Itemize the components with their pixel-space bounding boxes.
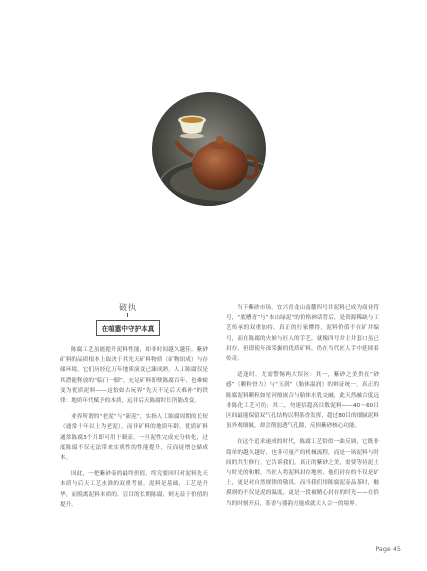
- teapot-illustration: [152, 92, 266, 206]
- right-column: [226, 303, 379, 515]
- paragraph: 当下紫砂市场，宜兴青龙山南麓四号井泥料已成为商业符号，“底槽青”与“本山绿泥”的价格神话背后，是资源稀缺与工艺传承的双重加持。真正的行家懂得，泥料价值不在矿井编号，而在陈腐的火候与匠人的手艺。就像四号井主井套口虽已封存，但即使年深采掘的优质矿料，仍在当代匠人手中延续着传奇。: [226, 305, 379, 363]
- section-title: 在喧嚣中守护本真: [96, 320, 161, 336]
- paragraph: 适逢时，尤需警惕两大误区：其一，紫砂之美贵在“砂感”（颗粒骨力）与“玉润”（胎体温润）的辩证统一，真正的陈腐泥料颗粒如星河般嵌合与胎体水乳交融，此天然融合度远非陈化工艺可仿；其二，勿迷信超高目数泥料——40～60目区间最能保留双气孔结构以利茶香发挥，超过80目的细腻泥料虽外观细腻，却会削弱透气孔隙，反损紫砂核心功能。: [226, 372, 379, 430]
- section-subtitle: 破执: [119, 303, 137, 312]
- page-number: Page 45: [375, 545, 401, 553]
- paragraph: 因此，一把紫砂壶的最终价值，终究要回归对泥料先天本质与后天工艺水准的双重考量。泥料是基础，工艺是升华，而脱离泥料本质的、盲目的长期陈腐，则无益于价值的提升。: [60, 471, 208, 508]
- teapot-photo: [152, 92, 266, 206]
- paragraph: 陈腐工艺虽能提升泥料性能，却非时间越久越佳。紫砂矿料的品质根本上取决于其先天矿料物质（矿物组成）与存储环境。它们历经亿万年地质演变已臻成熟，人工陈腐仅是其潜能释放的“临门一脚”。充足矿料即便陈腐百年，也难蜕变为优质泥料——这恰如古玩界“先天不足后天难补”的铁律：地质年代赋予的本质，远非后天陈腐时长所能改变。: [60, 347, 208, 405]
- paragraph: 在这个追求速成的时代，陈腐工艺恰似一曲反调，它既非简单的越久越好，也非可量产的机械流程，而是一场泥料与时间的共生修行。它告诉我们，真正的紫砂之美，需要等待泥土与时光的和解，当匠人将泥料封存地窖，他们封存的不仅是矿土，更是对自然规律的敬畏。而当我们用陈腐泥壶品茶时，触摸到的不仅是泥的温度，更是一段被精心封存的时光——在恰当的时刻开启，茶香与器韵方能成就天人合一的境界。: [226, 439, 379, 507]
- left-column: [60, 345, 208, 516]
- section-heading: [88, 302, 168, 336]
- paragraph: 业界所谓的“老泥”与“新泥”，实指人工陈腐周期的长短（通常十年以上为老泥），而非矿料的地质年龄。优质矿料通常陈腐3个月即可用于制壶，一旦泥性完成充分转化，过度陈腐不仅无法带来实质性的性能提升，反而徒增仓储成本。: [60, 414, 208, 462]
- heading-connector: [127, 313, 128, 317]
